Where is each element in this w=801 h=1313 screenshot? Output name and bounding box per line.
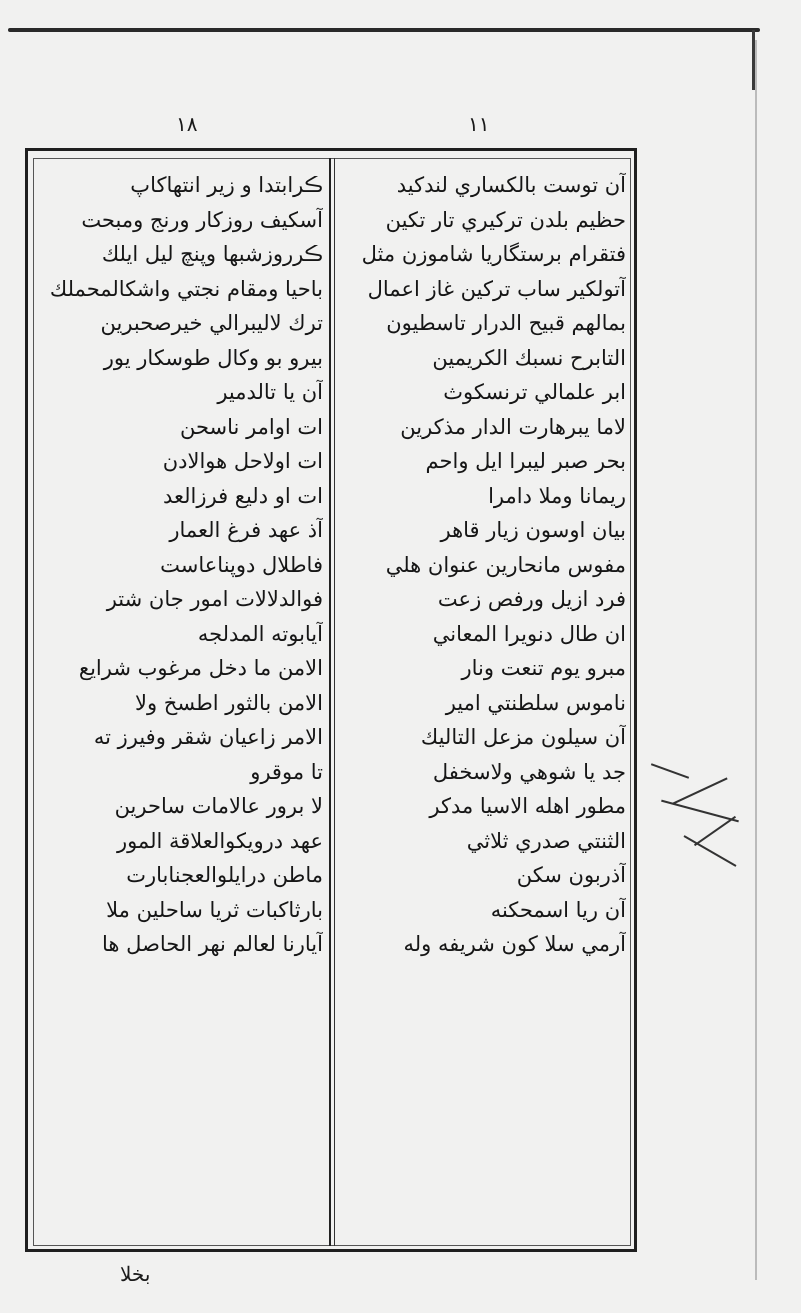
text-line: تا موقرو [250,759,323,784]
text-line: لاما يبرهارت الدار مذكرين [400,414,626,439]
text-line: الثنتي صدري ثلاثي [466,828,626,853]
text-line: فرد ازيل ورفص زعت [437,587,626,611]
text-line: فوالدلالات امور جان شتر [106,587,323,611]
text-line: مطور اهله الاسيا مدكر [429,794,626,818]
text-line: آذ عهد فرغ العمار [169,518,323,542]
text-line: حظيم بلدن تركيري تار تكين [385,207,626,232]
text-line: آن يا تالدمير [217,380,323,404]
text-line: الامر زاعيان شقر وفيرز ته [93,725,323,749]
text-line: ريمانا وملا دامرا [488,483,626,508]
text-line: ات اولاحل هوالادن [162,449,323,473]
top-border-rule [8,28,760,32]
text-line: ان طال دنويرا المعاني [432,621,626,646]
text-line: باحيا ومقام نجتي واشكالمحملك [49,276,323,301]
text-line: ات او دليع فرزالعد [162,483,323,508]
text-line: ات اوامر ناسحن [180,414,323,439]
text-line: آن توست بالكساري لندكيد [396,173,626,197]
text-line: ترك لاليبرالي خيرصحبرين [100,311,323,335]
marginal-flourish [650,760,770,880]
text-line: عهد درويكوالعلاقة المور [116,828,323,853]
text-line: آن سيلون مزعل التاليك [420,725,626,749]
text-column-right [341,168,626,1238]
text-line: ابر علمالي ترنسكوث [443,380,626,404]
text-line: آن ريا اسمحكنه [490,897,626,922]
page-edge-shadow [755,40,757,1280]
text-line: بمالهم قبيح الدرار تاسطيون [386,311,626,335]
column-divider [329,158,335,1246]
text-line: مفوس مانحارين عنوان هلي [385,552,626,577]
text-line: آرمي سلا كون شريفه وله [403,932,626,956]
catchword: بخلا [120,1262,151,1286]
text-line: ڪرروزشبها وپنچ ليل ايلك [101,242,323,266]
text-line: مبرو يوم تنعت ونار [461,656,626,680]
text-line: بحر صبر ليبرا ايل واحم [425,449,626,473]
text-line: التابرح نسبك الكريمين [432,345,626,370]
text-line: ڪرابتدا و زير انتهاكاپ [130,173,323,197]
text-line: ناموس سلطنتي امير [445,690,626,715]
text-line: آتولكير ساب تركين غاز اعمال [367,276,626,301]
text-line: بيان اوسون زيار قاهر [440,518,626,542]
text-line: آذربون سكن [516,863,626,887]
text-line: لا برور عالامات ساحرين [114,794,323,818]
text-line: الامن ما دخل مرغوب شرايع [78,656,323,680]
text-line: آسكيف روزكار ورنج ومبحت [81,207,323,232]
folio-number-left: ١٨ [176,112,198,136]
text-line: بيرو بو وكال طوسكار يور [103,345,323,370]
text-column-left [38,168,323,1238]
text-line: فتقرام برستگاريا شاموزن مثل [361,242,626,266]
text-line: الامن بالثور اطسخ ولا [135,690,323,715]
folio-number-right: ١١ [468,112,490,136]
text-line: جد يا شوهي ولاسخفل [432,759,626,784]
text-line: آيارنا لعالم نهر الحاصل ها [102,932,323,956]
text-line: ماطن درايلوالعجنابارت [126,863,323,887]
text-line: آيابوته المدلجه [197,621,323,646]
text-line: بارثاكبات ثريا ساحلين ملا [106,897,323,922]
text-line: فاطلال دوپناعاست [160,552,323,577]
